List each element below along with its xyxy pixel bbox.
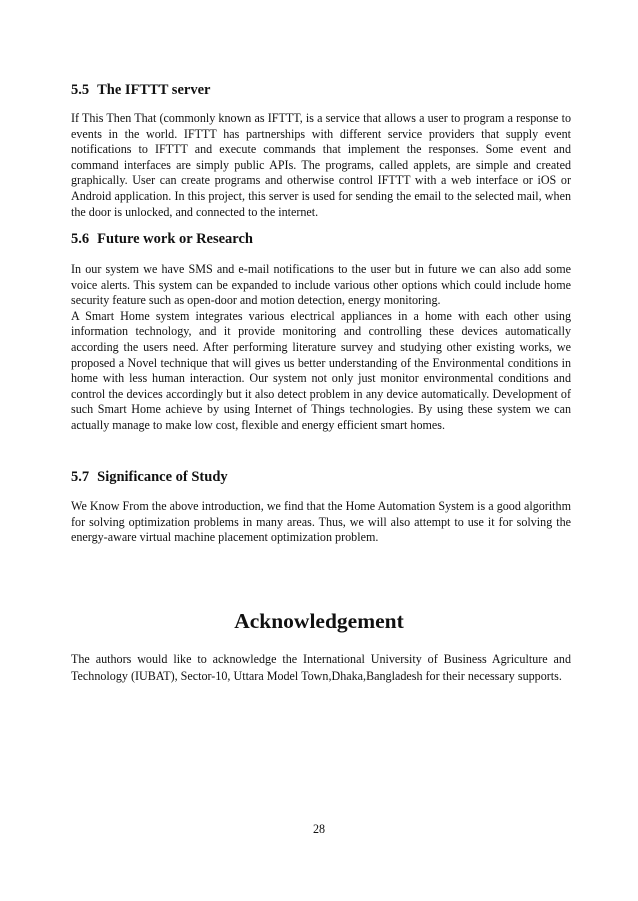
section-5-6 — [71, 231, 571, 434]
page-number: 28 — [312, 822, 326, 836]
section-heading: 5.6 Future work or Research — [71, 231, 253, 247]
section-paragraph: We Know From the above introduction, we find that the Home Automation System is a good algorithm for solving optimization problems in many areas. Thus, we will also attempt to use it for solving the energy-aware virtual machine placement optimization problem. — [71, 499, 571, 545]
section-heading: 5.7 Significance of Study — [71, 469, 228, 485]
section-5-7 — [71, 469, 571, 546]
acknowledgement-section — [71, 651, 571, 685]
section-5-5 — [71, 82, 571, 220]
acknowledgement-title: Acknowledgement — [234, 609, 404, 633]
section-paragraph: In our system we have SMS and e-mail notifications to the user but in future we can also add some voice alerts. This system can be expanded to include various other options which could include home security feature such as open-door and motion detection, energy monitoring. — [71, 262, 571, 308]
acknowledgement-paragraph: The authors would like to acknowledge the International University of Business Agriculture and Technology (IUBAT), Sector-10, Uttara Model Town,Dhaka,Bangladesh for their necessary supports. — [71, 652, 571, 683]
section-heading: 5.5 The IFTTT server — [71, 82, 211, 98]
section-paragraph: If This Then That (commonly known as IFTTT, is a service that allows a user to program a response to events in the world. IFTTT has partnerships with different service providers that supply event notifications to IFTTT and execute commands that implement the responses. Some event and command interfaces are simply public APIs. The programs, called applets, are simple and created graphically. User can create programs and otherwise control IFTTT with a web interface or iOS or Android application. In this project, this server is used for sending the email to the selected mail, when the door is unlocked, and connected to the internet. — [71, 111, 571, 219]
section-paragraph: A Smart Home system integrates various electrical appliances in a home with each other using information technology, and it provide monitoring and controlling these devices automatically according the users need. After performing literature survey and studying other existing works, we proposed a Novel technique that will gives us better understanding of the Environmental conditions in home with less human interaction. Our system not only just monitor environmental conditions and control the devices accordingly but it also detect problem in any device automatically. Development of such Smart Home achieve by using Internet of Things technologies. By using these system we can actually manage to make low cost, flexible and energy efficient smart homes. — [71, 308, 571, 432]
